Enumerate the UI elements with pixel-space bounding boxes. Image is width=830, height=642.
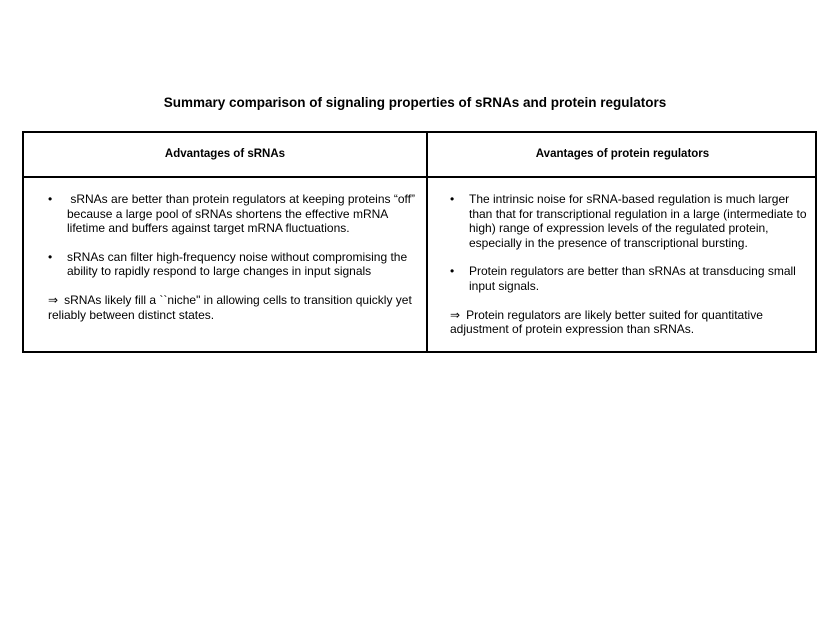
- srna-advantages-cell: [48, 192, 420, 322]
- bullet-icon: •: [450, 192, 455, 206]
- srna-column-header: Advantages of sRNAs: [164, 148, 286, 160]
- list-item: [48, 250, 420, 279]
- implies-arrow-icon: ⇒: [450, 307, 461, 322]
- list-item-text: Protein regulators are better than sRNAs at transducing small input signals.: [469, 264, 796, 293]
- implies-arrow-icon: ⇒: [48, 292, 59, 307]
- list-item-text: sRNAs are better than protein regulators at keeping proteins “off” because a large pool of sRNAs shortens the effective mRNA lifetime and buffers against target mRNA fluctuations.: [67, 192, 419, 236]
- list-item: [450, 264, 815, 293]
- header-divider: [24, 176, 815, 178]
- comparison-table: [22, 131, 817, 353]
- bullet-icon: •: [48, 249, 53, 264]
- list-item: [450, 192, 815, 250]
- protein-advantages-cell: [450, 192, 815, 337]
- page-title: Summary comparison of signaling properties of sRNAs and protein regulators: [163, 95, 667, 110]
- srna-conclusion: [48, 293, 420, 322]
- bullet-icon: •: [48, 192, 53, 206]
- list-item-text: sRNAs can filter high-frequency noise without compromising the ability to rapidly respond to large changes in input signals: [67, 249, 408, 279]
- conclusion-text: Protein regulators are likely better suited for quantitative adjustment of protein expression than sRNAs.: [450, 307, 763, 337]
- conclusion-text: sRNAs likely fill a ``niche" in allowing cells to transition quickly yet reliably between distinct states.: [48, 292, 412, 322]
- list-item-text: The intrinsic noise for sRNA-based regulation is much larger than that for transcriptional regulation in a large (intermediate to high) range of expression levels of the regulated protein, especially in the presence of transcriptional bursting.: [469, 192, 807, 250]
- protein-column-header: Avantages of protein regulators: [535, 148, 710, 160]
- bullet-icon: •: [450, 264, 455, 279]
- protein-conclusion: [450, 308, 815, 337]
- list-item: [48, 192, 420, 236]
